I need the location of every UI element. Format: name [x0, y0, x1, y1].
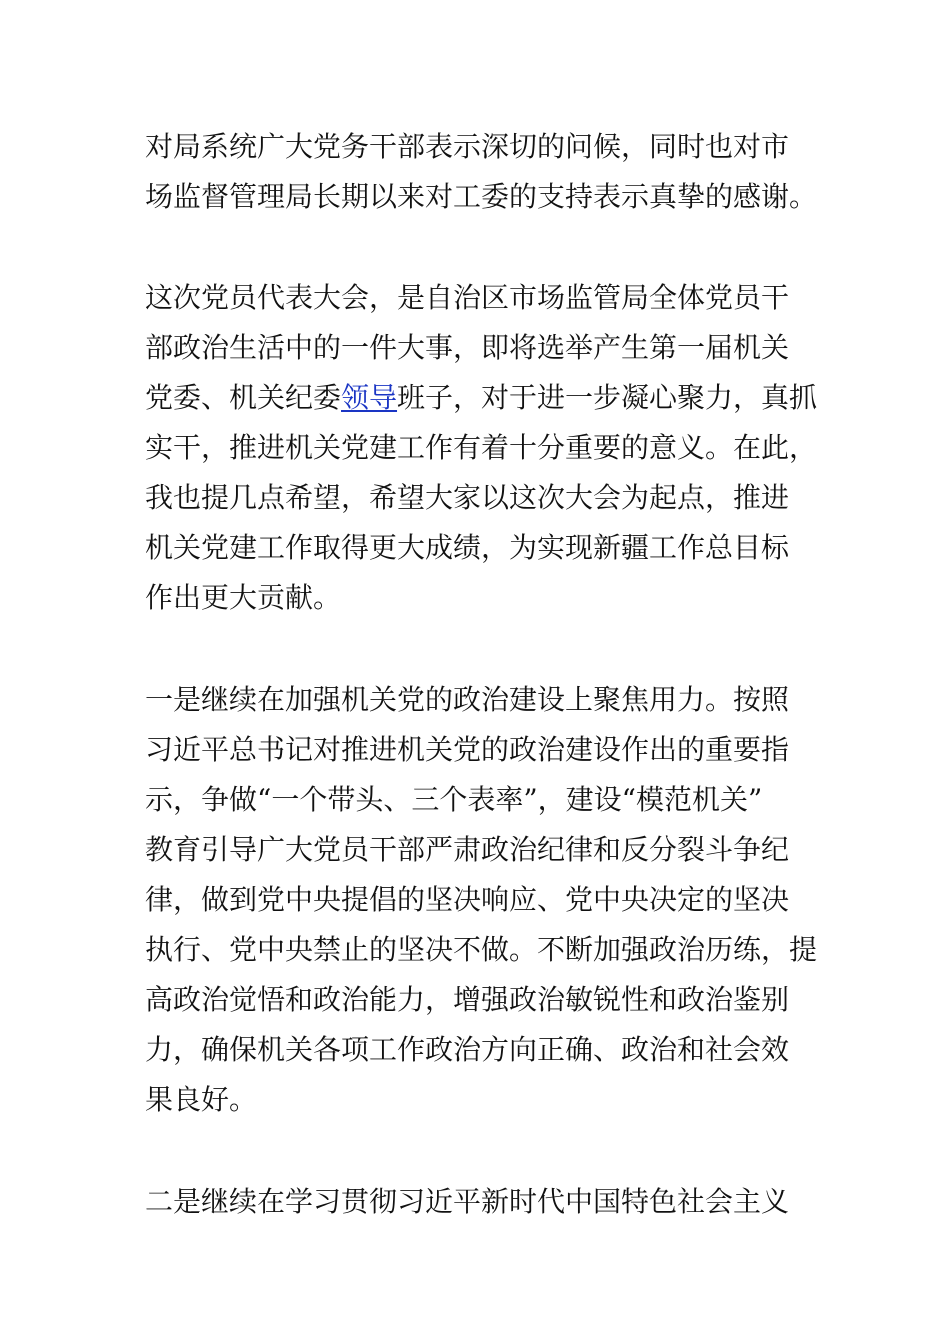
text-line: 我也提几点希望，希望大家以这次大会为起点，推进: [145, 481, 790, 514]
text-segment: 党委、机关纪委: [145, 381, 342, 414]
text-line: 示，争做“一个带头、三个表率”，建设“模范机关”: [145, 783, 763, 816]
text-line: 实干，推进机关党建工作有着十分重要的意义。在此，: [145, 431, 818, 464]
text-segment: 班子，对于进一步凝心聚力，真抓: [397, 381, 818, 414]
paragraph-point-two: [145, 1177, 815, 1227]
paragraph-greeting: [145, 122, 818, 222]
text-line: 高政治觉悟和政治能力，增强政治敏锐性和政治鉴别: [145, 983, 790, 1016]
text-line: 习近平总书记对推进机关党的政治建设作出的重要指: [145, 733, 790, 766]
text-line: 机关党建工作取得更大成绩，为实现新疆工作总目标: [145, 531, 790, 564]
text-line: 这次党员代表大会，是自治区市场监管局全体党员干: [145, 281, 790, 314]
text-line: 场监督管理局长期以来对工委的支持表示真挚的感谢。: [145, 180, 818, 213]
text-line: 对局系统广大党务干部表示深切的问候，同时也对市: [145, 130, 790, 163]
text-line: 力，确保机关各项工作政治方向正确、政治和社会效: [145, 1033, 790, 1066]
text-line: 执行、党中央禁止的坚决不做。不断加强政治历练，提: [145, 933, 818, 966]
text-line: 律，做到党中央提倡的坚决响应、党中央决定的坚决: [145, 883, 790, 916]
text-line: 部政治生活中的一件大事，即将选举产生第一届机关: [145, 331, 790, 364]
text-line: 果良好。: [145, 1083, 258, 1116]
paragraph-congress-significance: [145, 273, 818, 623]
leadership-link[interactable]: 领导: [341, 381, 398, 414]
text-line: 教育引导广大党员干部严肃政治纪律和反分裂斗争纪: [145, 833, 790, 866]
text-line: 一是继续在加强机关党的政治建设上聚焦用力。按照: [145, 683, 790, 716]
text-line: 二是继续在学习贯彻习近平新时代中国特色社会主义: [145, 1185, 790, 1218]
text-line-with-link: [145, 373, 818, 423]
text-line: 作出更大贡献。: [145, 581, 342, 614]
paragraph-point-one: [145, 675, 818, 1125]
